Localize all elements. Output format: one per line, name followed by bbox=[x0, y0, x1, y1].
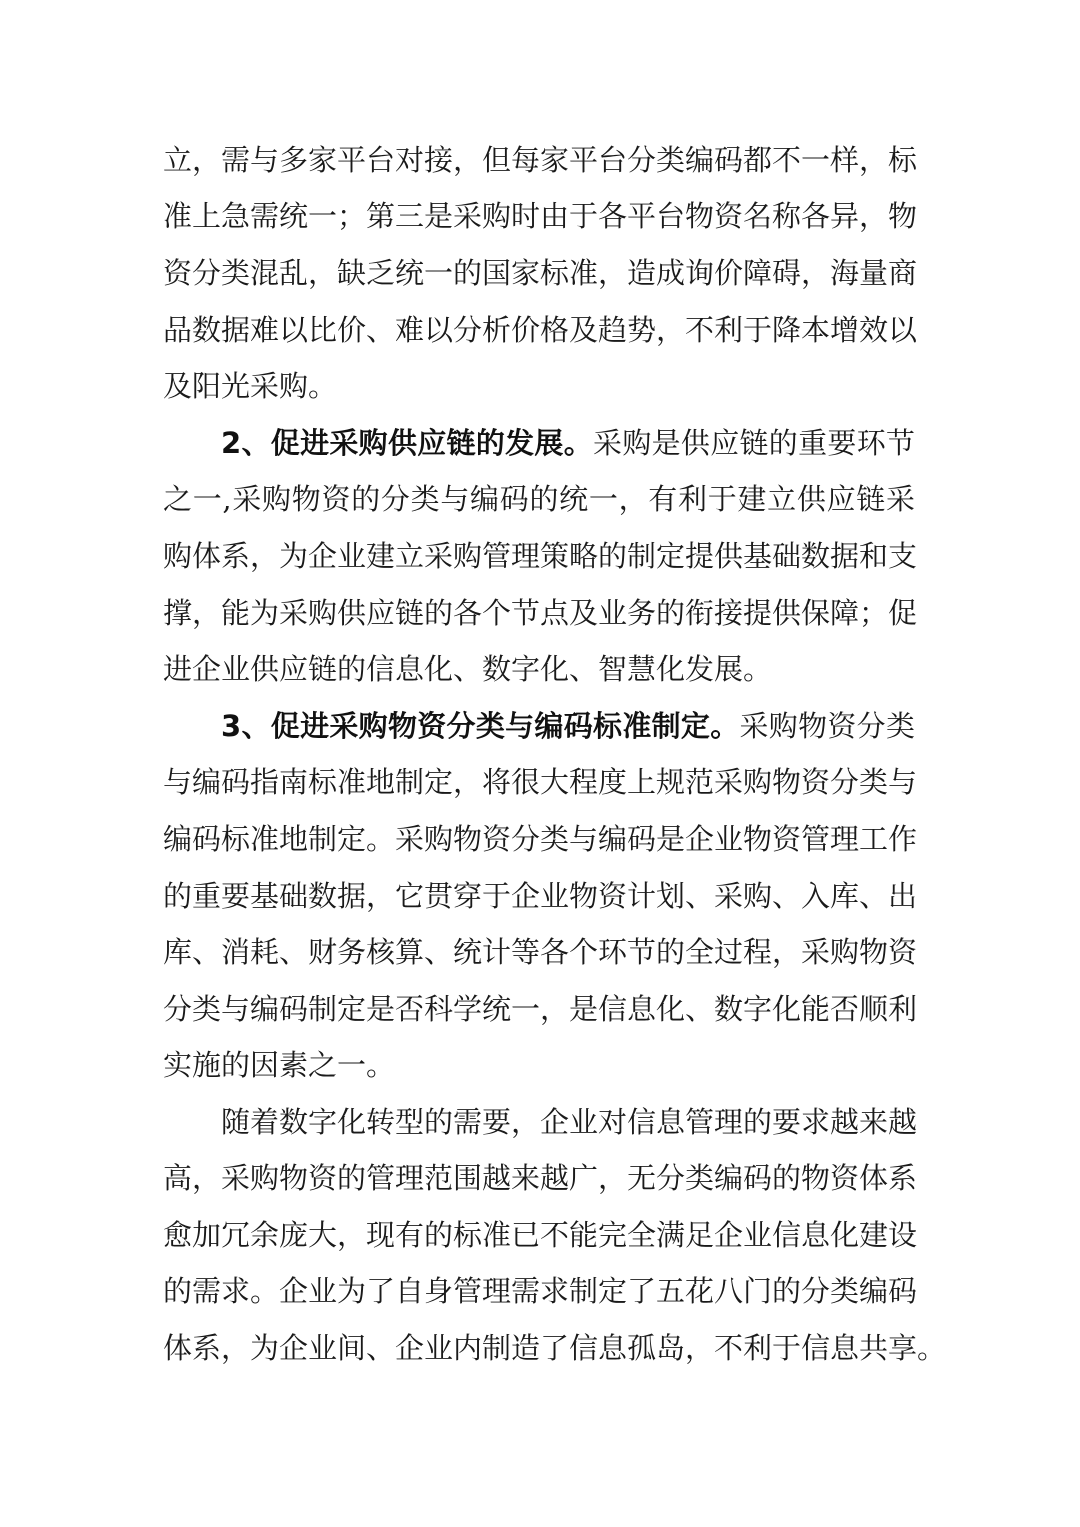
paragraph-1-line-4: 品数据难以比价、难以分析价格及趋势，不利于降本增效以 bbox=[163, 313, 918, 347]
paragraph-4-line-4: 的需求。企业为了自身管理需求制定了五花八门的分类编码 bbox=[163, 1274, 918, 1308]
paragraph-2-heading: 2、促进采购供应链的发展。 bbox=[221, 426, 594, 460]
paragraph-2-line-1 bbox=[221, 423, 915, 463]
paragraph-4-line-2: 高，采购物资的管理范围越来越广，无分类编码的物资体系 bbox=[163, 1161, 918, 1195]
paragraph-1-line-5: 及阳光采购。 bbox=[163, 369, 338, 403]
paragraph-3-line-5: 库、消耗、财务核算、统计等各个环节的全过程，采购物资 bbox=[163, 935, 918, 969]
paragraph-2-line-4: 撑，能为采购供应链的各个节点及业务的衔接提供保障；促 bbox=[163, 596, 918, 630]
paragraph-4-line-1: 随着数字化转型的需要，企业对信息管理的要求越来越 bbox=[221, 1105, 918, 1139]
paragraph-3-line-6: 分类与编码制定是否科学统一，是信息化、数字化能否顺利 bbox=[163, 992, 918, 1026]
paragraph-1-line-3: 资分类混乱，缺乏统一的国家标准，造成询价障碍，海量商 bbox=[163, 256, 918, 290]
paragraph-3-line-4: 的重要基础数据，它贯穿于企业物资计划、采购、入库、出 bbox=[163, 879, 918, 913]
paragraph-2-line-1-text: 采购是供应链的重要环节 bbox=[593, 426, 915, 460]
paragraph-2-line-3: 购体系，为企业建立采购管理策略的制定提供基础数据和支 bbox=[163, 539, 918, 573]
paragraph-3-line-1-text: 采购物资分类 bbox=[739, 709, 915, 743]
paragraph-3-heading: 3、促进采购物资分类与编码标准制定。 bbox=[221, 709, 740, 743]
paragraph-4-line-5: 体系，为企业间、企业内制造了信息孤岛，不利于信息共享。 bbox=[163, 1331, 947, 1365]
paragraph-2-line-2: 之一,采购物资的分类与编码的统一，有利于建立供应链采 bbox=[163, 482, 915, 516]
paragraph-2-line-5: 进企业供应链的信息化、数字化、智慧化发展。 bbox=[163, 652, 773, 686]
paragraph-3-line-1 bbox=[221, 706, 915, 746]
paragraph-1-line-1: 立，需与多家平台对接，但每家平台分类编码都不一样，标 bbox=[163, 143, 918, 177]
paragraph-3-line-7: 实施的因素之一。 bbox=[163, 1048, 396, 1082]
paragraph-3-line-2: 与编码指南标准地制定，将很大程度上规范采购物资分类与 bbox=[163, 765, 918, 799]
paragraph-4-line-3: 愈加冗余庞大，现有的标准已不能完全满足企业信息化建设 bbox=[163, 1218, 918, 1252]
paragraph-1-line-2: 准上急需统一；第三是采购时由于各平台物资名称各异，物 bbox=[163, 199, 918, 233]
paragraph-3-line-3: 编码标准地制定。采购物资分类与编码是企业物资管理工作 bbox=[163, 822, 918, 856]
